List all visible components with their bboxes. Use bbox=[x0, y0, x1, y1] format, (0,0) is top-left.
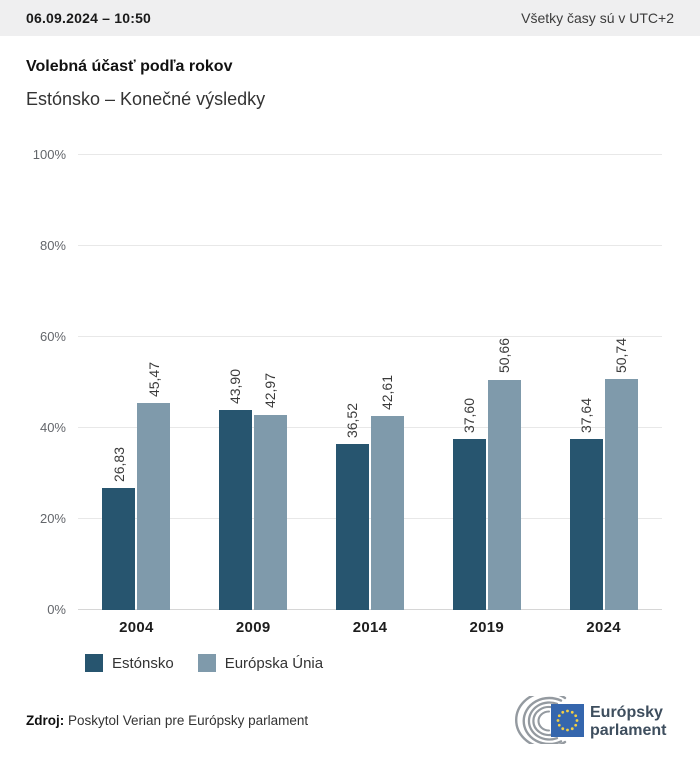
bar-group bbox=[545, 155, 662, 636]
bar-group bbox=[195, 155, 312, 636]
bar-group bbox=[78, 155, 195, 636]
bar-value-label: 50,74 bbox=[612, 338, 629, 374]
source-text: Poskytol Verian pre Európsky parlament bbox=[68, 712, 309, 728]
y-axis-tick-label: 40% bbox=[39, 420, 66, 435]
x-axis-label: 2004 bbox=[119, 619, 154, 636]
bar-column bbox=[254, 155, 287, 610]
timezone-note: Všetky časy sú v UTC+2 bbox=[521, 10, 674, 26]
bar-country bbox=[336, 444, 369, 610]
bar-group bbox=[312, 155, 429, 636]
x-axis-label: 2024 bbox=[586, 619, 621, 636]
bar-value-label: 50,66 bbox=[495, 338, 512, 374]
logo-wordmark-line1: Európsky bbox=[590, 704, 663, 721]
title-block bbox=[26, 57, 674, 110]
bar-country bbox=[453, 439, 486, 610]
source-label: Zdroj: bbox=[26, 712, 65, 728]
bar-country bbox=[219, 410, 252, 610]
legend-item-eu bbox=[198, 654, 323, 672]
legend-label: Európska Únia bbox=[224, 654, 324, 672]
bar-column bbox=[219, 155, 252, 610]
chart-legend bbox=[85, 654, 700, 672]
bar-eu bbox=[605, 379, 638, 610]
top-bar bbox=[0, 0, 700, 36]
bar-value-label: 37,64 bbox=[577, 397, 594, 433]
x-axis-label: 2019 bbox=[469, 619, 505, 636]
page-title: Volebná účasť podľa rokov bbox=[26, 58, 233, 75]
y-axis-tick-label: 80% bbox=[39, 238, 66, 253]
legend-label: Estónsko bbox=[112, 654, 174, 672]
bar-value-label: 43,90 bbox=[227, 369, 244, 405]
bar-value-label: 37,60 bbox=[460, 397, 477, 433]
footer bbox=[0, 696, 700, 744]
european-parliament-logo bbox=[508, 696, 670, 744]
bar-column bbox=[137, 155, 170, 610]
bar-column bbox=[336, 155, 369, 610]
plot-area bbox=[78, 155, 662, 636]
bar-country bbox=[102, 488, 135, 610]
bar-eu bbox=[371, 416, 404, 610]
logo-wordmark-line2: parlament bbox=[590, 722, 667, 739]
bar-country bbox=[570, 439, 603, 610]
bar-eu bbox=[137, 403, 170, 610]
y-axis-tick-label: 60% bbox=[39, 329, 66, 344]
x-axis-label: 2014 bbox=[352, 619, 388, 636]
x-axis-label: 2009 bbox=[235, 619, 271, 636]
legend-swatch bbox=[198, 654, 216, 672]
turnout-bar-chart bbox=[0, 128, 700, 640]
bar-value-label: 26,83 bbox=[110, 446, 127, 482]
y-axis-tick-label: 0% bbox=[47, 602, 66, 617]
bar-value-label: 45,47 bbox=[145, 362, 162, 398]
report-datetime: 06.09.2024 – 10:50 bbox=[26, 10, 152, 26]
bar-column bbox=[102, 155, 135, 610]
source-note bbox=[26, 713, 308, 728]
page-subtitle: Estónsko – Konečné výsledky bbox=[26, 89, 266, 109]
bars-row bbox=[78, 155, 662, 636]
bar-group bbox=[428, 155, 545, 636]
bar-column bbox=[488, 155, 521, 610]
legend-item-country bbox=[85, 654, 174, 672]
y-axis bbox=[0, 128, 66, 640]
bar-column bbox=[371, 155, 404, 610]
bar-eu bbox=[254, 415, 287, 611]
bar-eu bbox=[488, 380, 521, 611]
y-axis-tick-label: 20% bbox=[39, 511, 66, 526]
bar-value-label: 36,52 bbox=[344, 402, 361, 438]
bar-value-label: 42,97 bbox=[262, 373, 279, 409]
y-axis-tick-label: 100% bbox=[32, 147, 66, 162]
legend-swatch bbox=[85, 654, 103, 672]
bar-value-label: 42,61 bbox=[379, 375, 396, 411]
bar-column bbox=[605, 155, 638, 610]
bar-column bbox=[453, 155, 486, 610]
bar-column bbox=[570, 155, 603, 610]
eu-flag-icon bbox=[551, 704, 584, 737]
